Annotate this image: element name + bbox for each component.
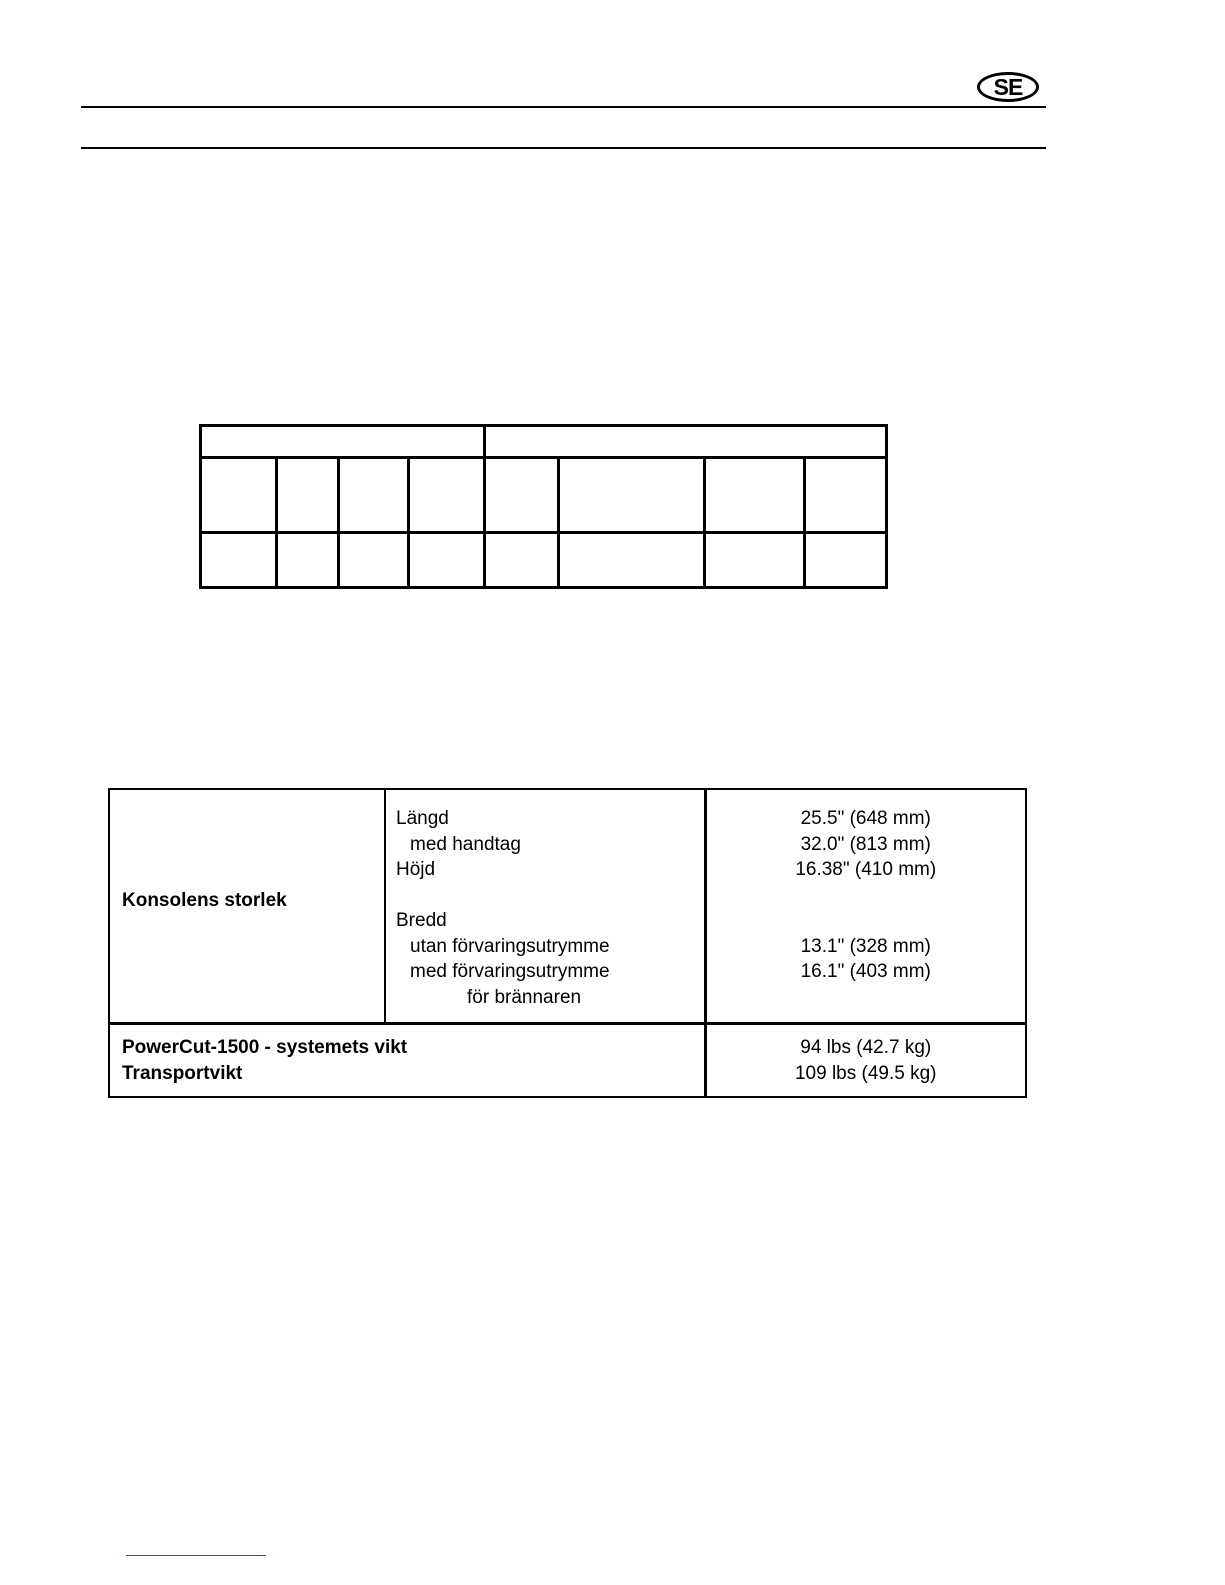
grid-header-cell <box>201 426 485 458</box>
grid-cell <box>277 458 339 533</box>
item-label <box>396 883 698 909</box>
grid-header-cell <box>485 426 887 458</box>
item-value: 32.0" (813 mm) <box>800 833 931 855</box>
dimensions-table <box>108 788 1027 1098</box>
item-value: 13.1" (328 mm) <box>800 935 931 957</box>
header-rule-bottom <box>81 147 1046 149</box>
grid-cell <box>409 533 485 588</box>
category-cell: Konsolens storlek <box>109 789 385 1024</box>
grid-cell <box>277 533 339 588</box>
footer-link-underline <box>126 1555 266 1556</box>
item-label: med handtag <box>410 833 521 855</box>
item-label: utan förvaringsutrymme <box>410 935 610 957</box>
grid-cell <box>559 458 705 533</box>
item-value <box>707 985 1026 1011</box>
weights-values-cell <box>705 1024 1026 1098</box>
grid-cell <box>339 533 409 588</box>
grid-cell <box>805 533 887 588</box>
table-row <box>109 789 1026 1024</box>
item-value: 109 lbs (49.5 kg) <box>794 1062 937 1084</box>
grid-cell <box>201 533 277 588</box>
grid-cell <box>705 533 805 588</box>
item-value: 94 lbs (42.7 kg) <box>800 1037 932 1058</box>
item-label: Längd <box>396 808 449 829</box>
item-label: för brännaren <box>467 986 582 1008</box>
item-value: 16.38" (410 mm) <box>795 859 937 880</box>
item-value: 25.5" (648 mm) <box>800 808 931 829</box>
item-label: Höjd <box>396 859 436 880</box>
grid-cell <box>339 458 409 533</box>
grid-cell <box>705 458 805 533</box>
item-label: Transportvikt <box>122 1062 243 1084</box>
header-rule-top <box>81 106 1046 108</box>
grid-cell <box>805 458 887 533</box>
item-label: med förvaringsutrymme <box>410 961 610 982</box>
grid-cell <box>559 533 705 588</box>
item-value: 16.1" (403 mm) <box>800 961 931 982</box>
grid-cell <box>201 458 277 533</box>
items-cell <box>385 789 705 1024</box>
weights-label-cell <box>109 1024 705 1098</box>
grid-cell <box>409 458 485 533</box>
item-value <box>707 908 1026 934</box>
table-row <box>109 1024 1026 1098</box>
grid-cell <box>485 458 559 533</box>
values-cell <box>705 789 1026 1024</box>
empty-grid-table <box>199 424 888 589</box>
item-label: Bredd <box>396 910 447 931</box>
grid-cell <box>485 533 559 588</box>
item-label: PowerCut-1500 - systemets vikt <box>122 1037 408 1058</box>
language-badge: SE <box>977 72 1039 102</box>
item-value <box>707 883 1026 909</box>
